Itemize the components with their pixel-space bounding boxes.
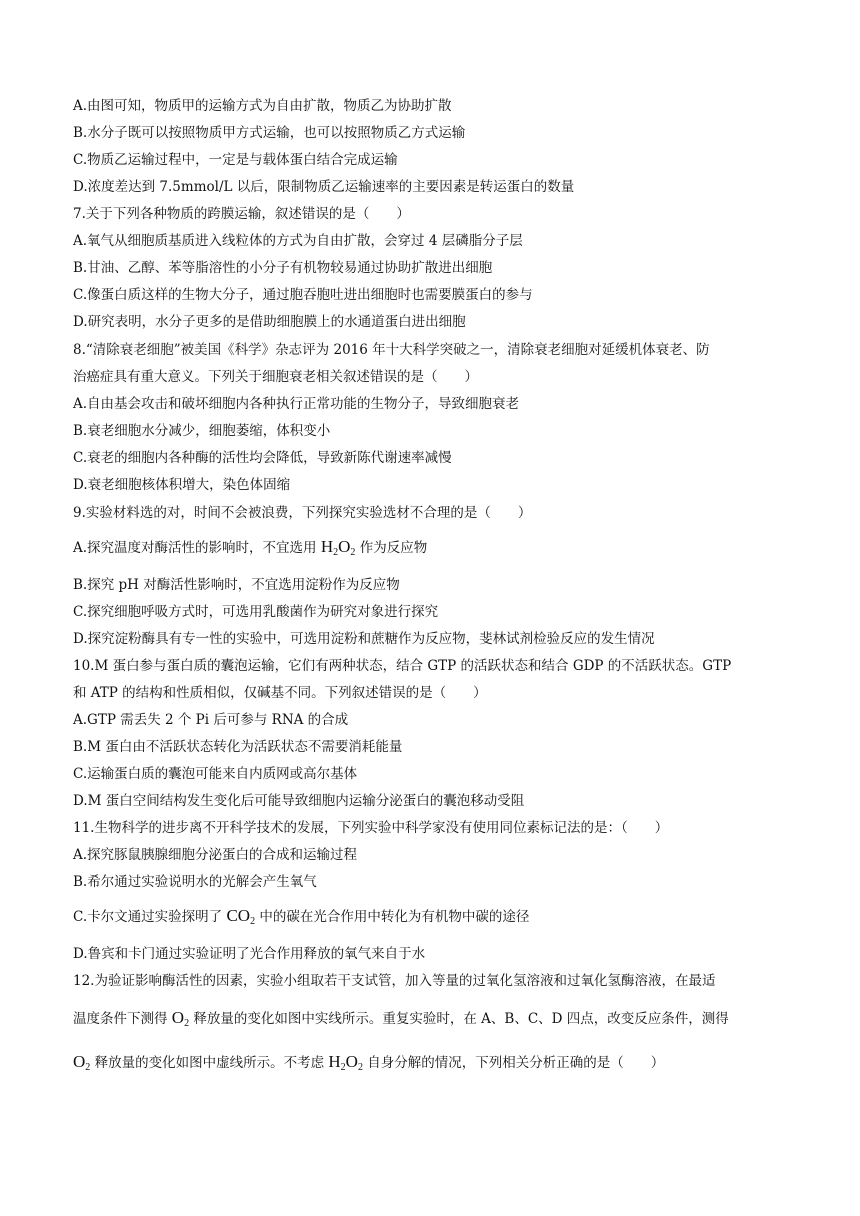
question-9-option-c: C.探究细胞呼吸方式时，可选用乳酸菌作为研究对象进行探究 [73, 604, 439, 620]
question-11-option-a: A.探究豚鼠胰腺细胞分泌蛋白的合成和运输过程 [73, 847, 358, 863]
question-8-option-c: C.衰老的细胞内各种酶的活性均会降低，导致新陈代谢速率减慢 [73, 450, 452, 466]
question-10-option-b: B.M 蛋白由不活跃状态转化为活跃状态不需要消耗能量 [73, 739, 403, 755]
option-b-line: B.水分子既可以按照物质甲方式运输，也可以按照物质乙方式运输 [73, 125, 466, 141]
question-12-stem-line-3 [73, 1052, 803, 1078]
question-8-stem-line-1: 8.“清除衰老细胞”被美国《科学》杂志评为 2016 年十大科学突破之一，清除衰老细胞对延缓机体衰老、防 [73, 342, 710, 358]
question-12-stem-line-3-text: 释放量的变化如图中虚线所示。不考虑 [94, 1055, 325, 1071]
question-11-option-c-text: C.卡尔文通过实验探明了 [73, 909, 223, 925]
question-11-option-c [73, 906, 803, 932]
o2-formula: $O_2$ [171, 1008, 190, 1029]
question-9-option-a [73, 537, 803, 563]
question-10-option-d: D.M 蛋白空间结构发生变化后可能导致细胞内运输分泌蛋白的囊泡移动受阻 [73, 793, 525, 809]
question-9-option-d: D.探究淀粉酶具有专一性的实验中，可选用淀粉和蔗糖作为反应物，斐林试剂检验反应的发生情况 [73, 631, 655, 647]
question-11-option-c-text-end: 中的碳在光合作用中转化为有机物中碳的途径 [259, 909, 530, 925]
question-12-stem-line-2 [73, 1008, 803, 1034]
question-9-option-b: B.探究 pH 对酶活性影响时，不宜选用淀粉作为反应物 [73, 577, 400, 593]
question-12-stem-line-2-text: 温度条件下测得 [73, 1011, 168, 1027]
question-12-stem-line-2-text-end: 释放量的变化如图中实线所示。重复实验时，在 A、B、C、D 四点，改变反应条件，测得 [193, 1011, 729, 1027]
option-d-line: D.浓度差达到 7.5mmol/L 以后，限制物质乙运输速率的主要因素是转运蛋白的数量 [73, 179, 575, 195]
question-9-stem: 9.实验材料选的对，时间不会被浪费，下列探究实验选材不合理的是（ ） [73, 505, 532, 521]
question-7-option-a: A.氧气从细胞质基质进入线粒体的方式为自由扩散，会穿过 4 层磷脂分子层 [73, 233, 523, 249]
question-10-stem-line-2: 和 ATP 的结构和性质相似，仅碱基不同。下列叙述错误的是（ ） [73, 685, 487, 701]
question-10-stem-line-1: 10.M 蛋白参与蛋白质的囊泡运输，它们有两种状态，结合 GTP 的活跃状态和结合 GDP 的不活跃状态。GTP [73, 658, 732, 674]
question-8-option-b: B.衰老细胞水分减少，细胞萎缩，体积变小 [73, 423, 331, 439]
question-8-option-a: A.自由基会攻击和破坏细胞内各种执行正常功能的生物分子，导致细胞衰老 [73, 396, 520, 412]
question-7-option-b: B.甘油、乙醇、苯等脂溶性的小分子有机物较易通过协助扩散进出细胞 [73, 260, 493, 276]
question-10-option-c: C.运输蛋白质的囊泡可能来自内质网或高尔基体 [73, 766, 358, 782]
question-11-option-b: B.希尔通过实验说明水的光解会产生氧气 [73, 874, 317, 890]
question-9-option-a-text-end: 作为反应物 [359, 540, 428, 556]
o2-formula-2: $O_2$ [73, 1052, 91, 1073]
question-7-option-d: D.研究表明，水分子更多的是借助细胞膜上的水通道蛋白进出细胞 [73, 314, 466, 330]
option-a-line: A.由图可知，物质甲的运输方式为自由扩散，物质乙为协助扩散 [73, 98, 452, 114]
question-11-option-d: D.鲁宾和卡门通过实验证明了光合作用释放的氧气来自于水 [73, 946, 426, 962]
question-7-stem: 7.关于下列各种物质的跨膜运输，叙述错误的是（ ） [73, 206, 410, 222]
h2o2-formula: $H_2O_2$ [320, 537, 356, 558]
question-9-option-a-text: A.探究温度对酶活性的影响时，不宜选用 [73, 540, 317, 556]
question-12-stem-line-3-text-end: 自身分解的情况，下列相关分析正确的是（ ） [367, 1055, 665, 1071]
co2-formula: $CO_2$ [226, 906, 256, 927]
question-8-stem-line-2: 治癌症具有重大意义。下列关于细胞衰老相关叙述错误的是（ ） [73, 369, 478, 385]
question-12-stem-line-1: 12.为验证影响酶活性的因素，实验小组取若干支试管，加入等量的过氧化氢溶液和过氧化氢酶溶液，在最适 [73, 973, 716, 989]
option-c-line: C.物质乙运输过程中，一定是与载体蛋白结合完成运输 [73, 152, 398, 168]
question-10-option-a: A.GTP 需丢失 2 个 Pi 后可参与 RNA 的合成 [73, 712, 349, 728]
question-7-option-c: C.像蛋白质这样的生物大分子，通过胞吞胞吐进出细胞时也需要膜蛋白的参与 [73, 287, 533, 303]
h2o2-formula-2: $H_2O_2$ [328, 1052, 363, 1073]
question-8-option-d: D.衰老细胞核体积增大，染色体固缩 [73, 477, 291, 493]
question-11-stem: 11.生物科学的进步离不开科学技术的发展，下列实验中科学家没有使用同位素标记法的是：（ ） [73, 820, 669, 836]
